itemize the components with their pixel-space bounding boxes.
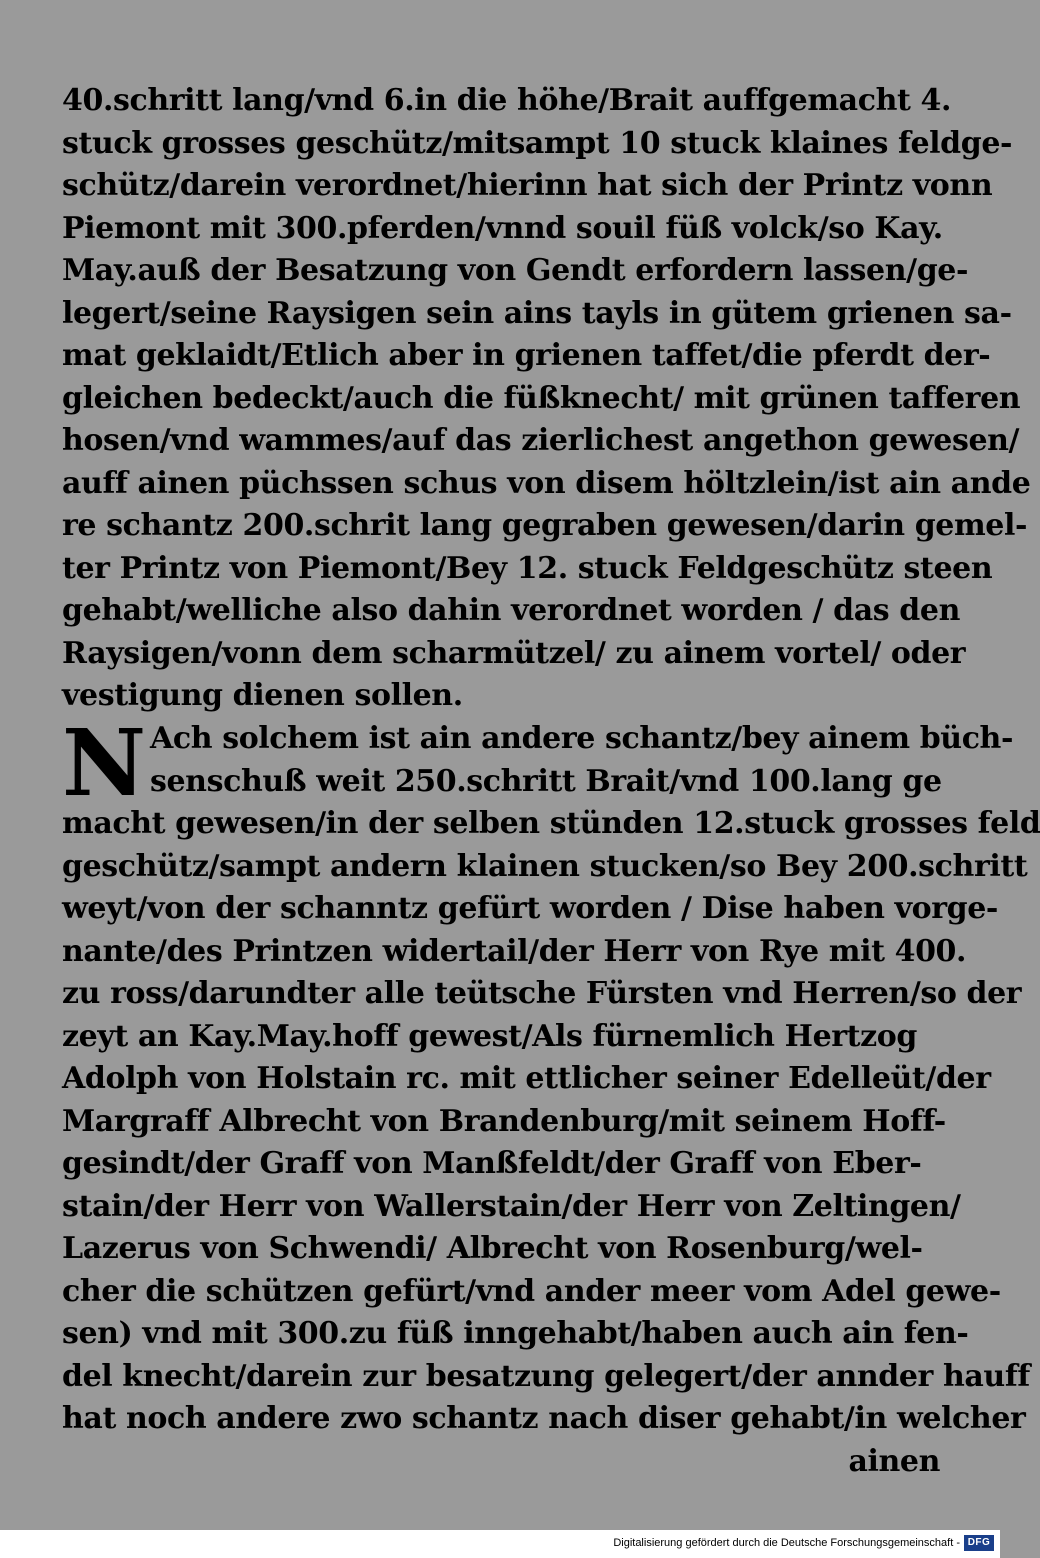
text-line: 40.schritt lang/vnd 6.in die höhe/Brait auffgemacht 4.: [62, 83, 952, 118]
text-line: gleichen bedeckt/auch die füßknecht/ mit grünen tafferen: [62, 380, 1021, 416]
text-line: Ach solchem ist ain andere schantz/bey ainem büch-: [150, 721, 1014, 756]
text-line: auff ainen püchssen schus von disem höltzlein/ist ain ande: [62, 465, 1031, 501]
text-line: hosen/vnd wammes/auf das zierlichest angethon gewesen/: [62, 423, 1020, 458]
text-line: legert/seine Raysigen sein ains tayls in gütem grienen sa-: [62, 295, 1012, 331]
text-line: vestigung dienen sollen.: [62, 678, 463, 713]
text-line: re schantz 200.schrit lang gegraben gewesen/darin gemel-: [62, 508, 1028, 543]
text-line: del knecht/darein zur besatzung gelegert/der annder hauff: [62, 1358, 1030, 1394]
text-line: cher die schützen gefürt/vnd ander meer vom Adel gewe-: [62, 1273, 1001, 1309]
text-line: schütz/darein verordnet/hierinn hat sich der Printz vonn: [62, 168, 993, 203]
text-line: gesindt/der Graff von Manßfeldt/der Graff von Eber-: [62, 1146, 922, 1181]
paragraph-2: [62, 709, 1040, 1483]
text-line: mat geklaidt/Etlich aber in grienen taffet/die pferdt der-: [62, 338, 991, 373]
catchword: ainen: [848, 1443, 940, 1479]
text-line: ter Printz von Piemont/Bey 12. stuck Feldgeschütz steen: [62, 550, 993, 586]
text-line: macht gewesen/in der selben stünden 12.stuck grosses feld: [62, 806, 1040, 841]
text-line: sen) vnd mit 300.zu füß inngehabt/haben auch ain fen-: [62, 1316, 969, 1351]
text-line: Lazerus von Schwendi/ Albrecht von Rosenburg/wel-: [62, 1231, 923, 1266]
text-line: Piemont mit 300.pferden/vnnd souil füß volck/so Kay.: [62, 210, 943, 246]
text-line: nante/des Printzen widertail/der Herr von Rye mit 400.: [62, 933, 967, 969]
text-line: May.auß der Besatzung von Gendt erfordern lassen/ge-: [62, 253, 969, 288]
dropcap-container: [62, 709, 1014, 817]
initial-letter: N: [62, 709, 147, 817]
funding-notice: Digitalisierung gefördert durch die Deutsche Forschungsgemeinschaft -: [613, 1537, 960, 1549]
footer-bar: [0, 1530, 1000, 1558]
text-line: Raysigen/vonn dem scharmützel/ zu ainem vortel/ oder: [62, 635, 966, 671]
text-line: stuck grosses geschütz/mitsampt 10 stuck klaines feldge-: [62, 125, 1013, 161]
text-line: hat noch andere zwo schantz nach diser gehabt/in welcher: [62, 1401, 1026, 1436]
text-line: zu ross/darundter alle teütsche Fürsten vnd Herren/so der: [62, 976, 1022, 1011]
text-line: gehabt/welliche also dahin verordnet worden / das den: [62, 593, 960, 628]
text-line: senschuß weit 250.schritt Brait/vnd 100.lang ge: [150, 763, 942, 799]
text-line: weyt/von der schanntz gefürt worden / Dise haben vorge-: [62, 891, 998, 926]
paragraph-1: [62, 80, 1031, 718]
text-line: Adolph von Holstain rc. mit ettlicher seiner Edelleüt/der: [62, 1061, 991, 1096]
text-line: geschütz/sampt andern klainen stucken/so Bey 200.schritt: [62, 848, 1028, 884]
text-line: zeyt an Kay.May.hoff gewest/Als fürnemlich Hertzog: [62, 1018, 917, 1054]
text-line: stain/der Herr von Wallerstain/der Herr von Zeltingen/: [62, 1188, 961, 1224]
dfg-logo-icon[interactable]: DFG: [964, 1535, 994, 1551]
text-line: Margraff Albrecht von Brandenburg/mit seinem Hoff-: [62, 1103, 946, 1139]
